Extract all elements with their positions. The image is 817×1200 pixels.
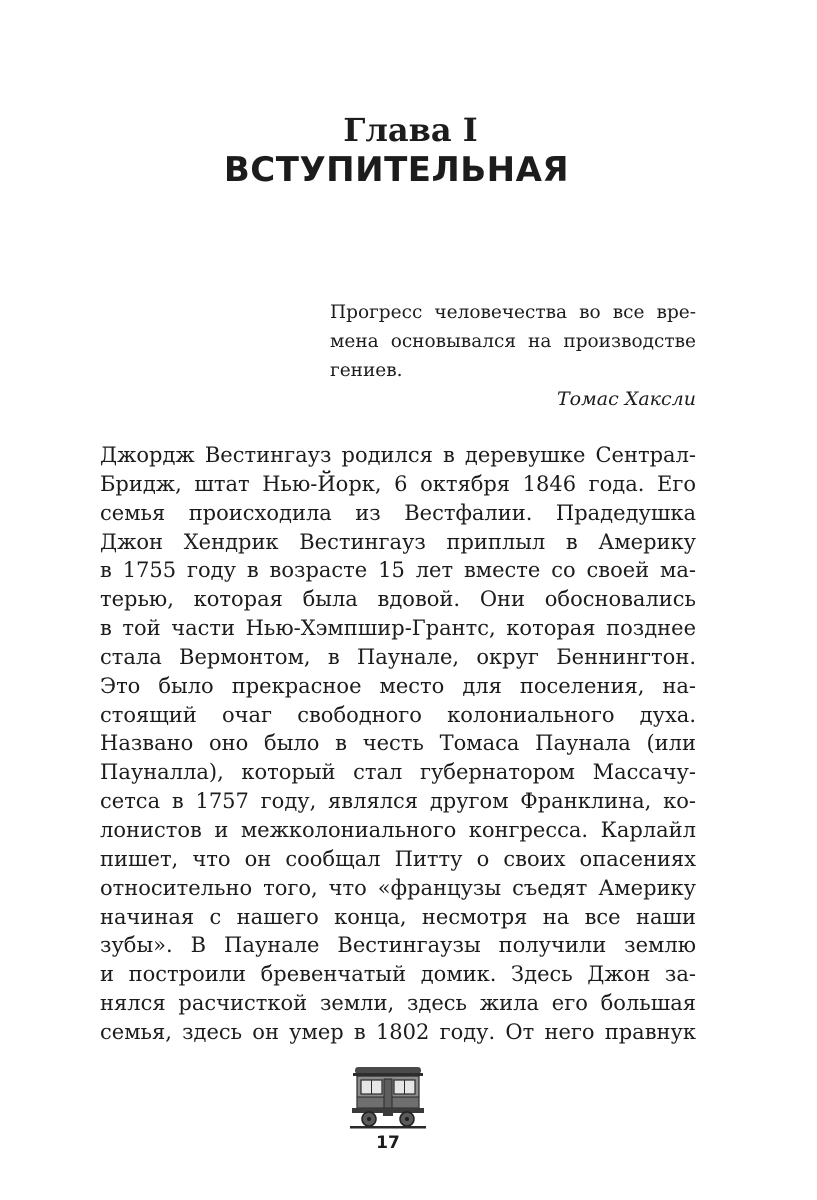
body-line: Пауналла), который стал губернатором Массачу- xyxy=(100,760,696,785)
body-line: семья, здесь он умер в 1802 году. От него правнук xyxy=(100,1019,696,1044)
body-line: Это было прекрасное место для поселения, на- xyxy=(100,673,696,698)
body-line: и построили бревенчатый домик. Здесь Джон за- xyxy=(100,962,696,987)
body-line: стала Вермонтом, в Паунале, округ Беннингтон. xyxy=(100,644,696,669)
body-line: нялся расчисткой земли, здесь жила его большая xyxy=(100,991,696,1016)
body-text xyxy=(100,441,696,1047)
train-wheel-hub xyxy=(405,1117,409,1121)
chapter-title: ВСТУПИТЕЛЬНАЯ xyxy=(223,150,570,190)
train-step xyxy=(383,1113,393,1116)
body-line: Бридж, штат Нью-Йорк, 6 октября 1846 года. Его xyxy=(100,471,696,496)
body-line: Джордж Вестингауз родился в деревушке Сентрал- xyxy=(100,443,696,467)
body-line: Джон Хендрик Вестингауз приплыл в Америку xyxy=(100,529,696,554)
epigraph-line: гениев. xyxy=(330,360,403,381)
body-line: Названо оно было в честь Томаса Паунала (или xyxy=(100,731,696,756)
body-line: стоящий очаг свободного колониального духа. xyxy=(100,702,696,727)
page-number: 17 xyxy=(376,1133,400,1153)
train-wheel-hub xyxy=(367,1117,371,1121)
body-line: терью, которая была вдовой. Они обосновались xyxy=(100,587,696,612)
train-lower-panel xyxy=(392,1097,419,1108)
body-line: начиная с нашего конца, несмотря на все наши xyxy=(100,904,696,929)
epigraph xyxy=(330,298,696,385)
body-line: пишет, что он сообщал Питту о своих опасениях xyxy=(100,846,696,871)
epigraph-line: Прогресс человечества во все вре- xyxy=(330,302,696,323)
train-car-icon xyxy=(350,1064,426,1130)
epigraph-author: Томас Хаксли xyxy=(556,388,696,410)
epigraph-line: мена основывался на производстве xyxy=(330,331,696,352)
body-line: в той части Нью-Хэмпшир-Грантс, которая позднее xyxy=(100,616,696,641)
train-lower-panel xyxy=(357,1097,384,1108)
body-line: лонистов и межколониального конгресса. Карлайл xyxy=(100,817,696,842)
train-chassis xyxy=(352,1108,424,1113)
body-line: зубы». В Паунале Вестингаузы получили землю xyxy=(100,933,696,958)
train-door xyxy=(384,1079,392,1108)
body-line: семья происходила из Вестфалии. Прадедушка xyxy=(100,500,696,525)
chapter-number: Глава I xyxy=(343,111,478,149)
body-line: сетса в 1757 году, являлся другом Франклина, ко- xyxy=(100,789,696,814)
body-line: в 1755 году в возрасте 15 лет вместе со своей ма- xyxy=(100,558,696,583)
train-rail xyxy=(350,1126,426,1129)
train-roof xyxy=(355,1067,421,1074)
body-line: относительно того, что «французы съедят Америку xyxy=(100,875,696,900)
